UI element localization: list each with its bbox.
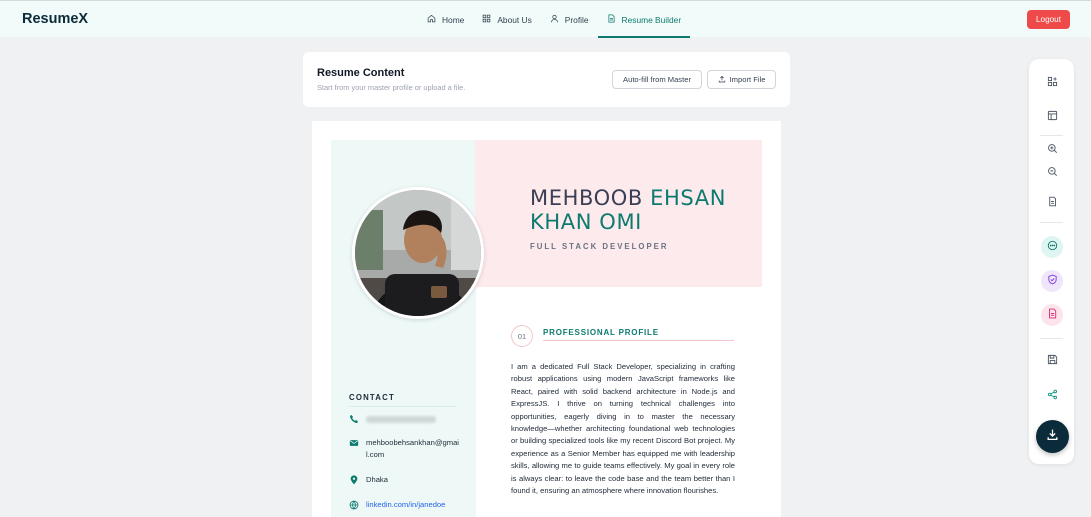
logout-button[interactable]: Logout (1027, 10, 1070, 29)
upload-icon (718, 75, 726, 85)
right-toolbar (1029, 59, 1074, 464)
grid-icon (482, 14, 491, 25)
toolbar-divider (1040, 222, 1063, 223)
share-button[interactable] (1041, 385, 1063, 407)
shield-check-button[interactable] (1041, 270, 1063, 292)
home-icon (427, 14, 436, 25)
toolbar-divider (1040, 135, 1063, 136)
document-icon (607, 14, 616, 25)
autofill-button-label: Auto-fill from Master (623, 75, 691, 84)
phone-redacted (366, 416, 436, 423)
zoom-out-button[interactable] (1041, 162, 1063, 184)
nav-about-label: About Us (497, 14, 532, 25)
fit-page-icon (1047, 194, 1058, 212)
phone-icon (349, 413, 359, 428)
pdf-icon (1047, 306, 1058, 324)
nav-home-label: Home (442, 14, 465, 25)
resume-name-line1 (530, 186, 726, 210)
share-icon (1047, 387, 1058, 405)
chat-icon (1047, 238, 1058, 256)
pdf-button[interactable] (1041, 304, 1063, 326)
email-icon (349, 437, 359, 461)
contact-title: CONTACT (349, 393, 395, 402)
nav-about-us[interactable] (473, 1, 540, 38)
contact-email (349, 437, 461, 461)
chat-button[interactable] (1041, 236, 1063, 258)
save-button[interactable] (1041, 350, 1063, 372)
contact-location (349, 474, 388, 489)
import-file-button[interactable] (707, 70, 776, 89)
resume-content-title: Resume Content (317, 67, 405, 79)
fit-page-button[interactable] (1041, 192, 1063, 214)
professional-profile-text: I am a dedicated Full Stack Developer, specializing in crafting robust applications using modern JavaScript frameworks like React, paired with solid backend architecture in Node.js and ExpressJS. I thrive on turning technical challenges into opportunities, eagerly diving in to master the necessary knowledge—whether architecting foundational web technologies or building specialized tools like my recent Discord Bot project. My experience as a Senior Member has equipped me with leadership skills, allowing me to guide teams effectively. My goal in every role is always clear: to leave the code base and the team better than I found it, ensuring an atmosphere where innovation flourishes. (511, 362, 735, 496)
download-button[interactable] (1036, 420, 1069, 453)
contact-phone (349, 413, 436, 428)
zoom-in-button[interactable] (1041, 139, 1063, 161)
nav-profile-label: Profile (564, 14, 589, 25)
brand-logo[interactable]: ResumeX (22, 11, 89, 27)
resume-content-subtitle: Start from your master profile or upload a file. (317, 83, 466, 92)
autofill-button[interactable] (612, 70, 702, 89)
location-pin-icon (349, 474, 359, 489)
nav-home[interactable] (418, 1, 473, 38)
download-icon (1046, 428, 1059, 446)
resume-role: FULL STACK DEVELOPER (530, 242, 669, 251)
section-title: PROFESSIONAL PROFILE (543, 328, 659, 337)
location-value: Dhaka (366, 475, 388, 484)
top-navbar (0, 0, 1091, 37)
nav-profile[interactable] (541, 1, 598, 38)
email-value: mehboobehsankhan@gmail.com (366, 438, 459, 459)
template-icon (1047, 108, 1058, 126)
shield-icon (1047, 272, 1058, 290)
user-icon (550, 14, 559, 25)
save-icon (1047, 352, 1058, 370)
layout-icon (1047, 74, 1058, 92)
layout-button[interactable] (1041, 72, 1063, 94)
main-nav (418, 1, 690, 38)
section-divider (543, 340, 734, 341)
nav-resume-builder[interactable] (598, 1, 691, 38)
avatar (352, 187, 484, 319)
resume-first-name: MEHBOOB (530, 186, 643, 210)
resume-middle-name: EHSAN (650, 186, 727, 210)
template-button[interactable] (1041, 106, 1063, 128)
contact-link[interactable] (349, 499, 445, 514)
zoom-in-icon (1047, 141, 1058, 159)
resume-name-line2: KHAN OMI (530, 210, 642, 234)
toolbar-divider (1040, 338, 1063, 339)
linkedin-link[interactable]: linkedin.com/in/janedoe (366, 500, 446, 509)
section-number-badge: 01 (511, 325, 533, 347)
contact-divider (349, 406, 456, 407)
import-file-label: Import File (729, 75, 766, 84)
nav-resume-builder-label: Resume Builder (621, 14, 682, 25)
zoom-out-icon (1047, 164, 1058, 182)
globe-icon (349, 499, 359, 514)
resume-content-card (303, 52, 790, 107)
